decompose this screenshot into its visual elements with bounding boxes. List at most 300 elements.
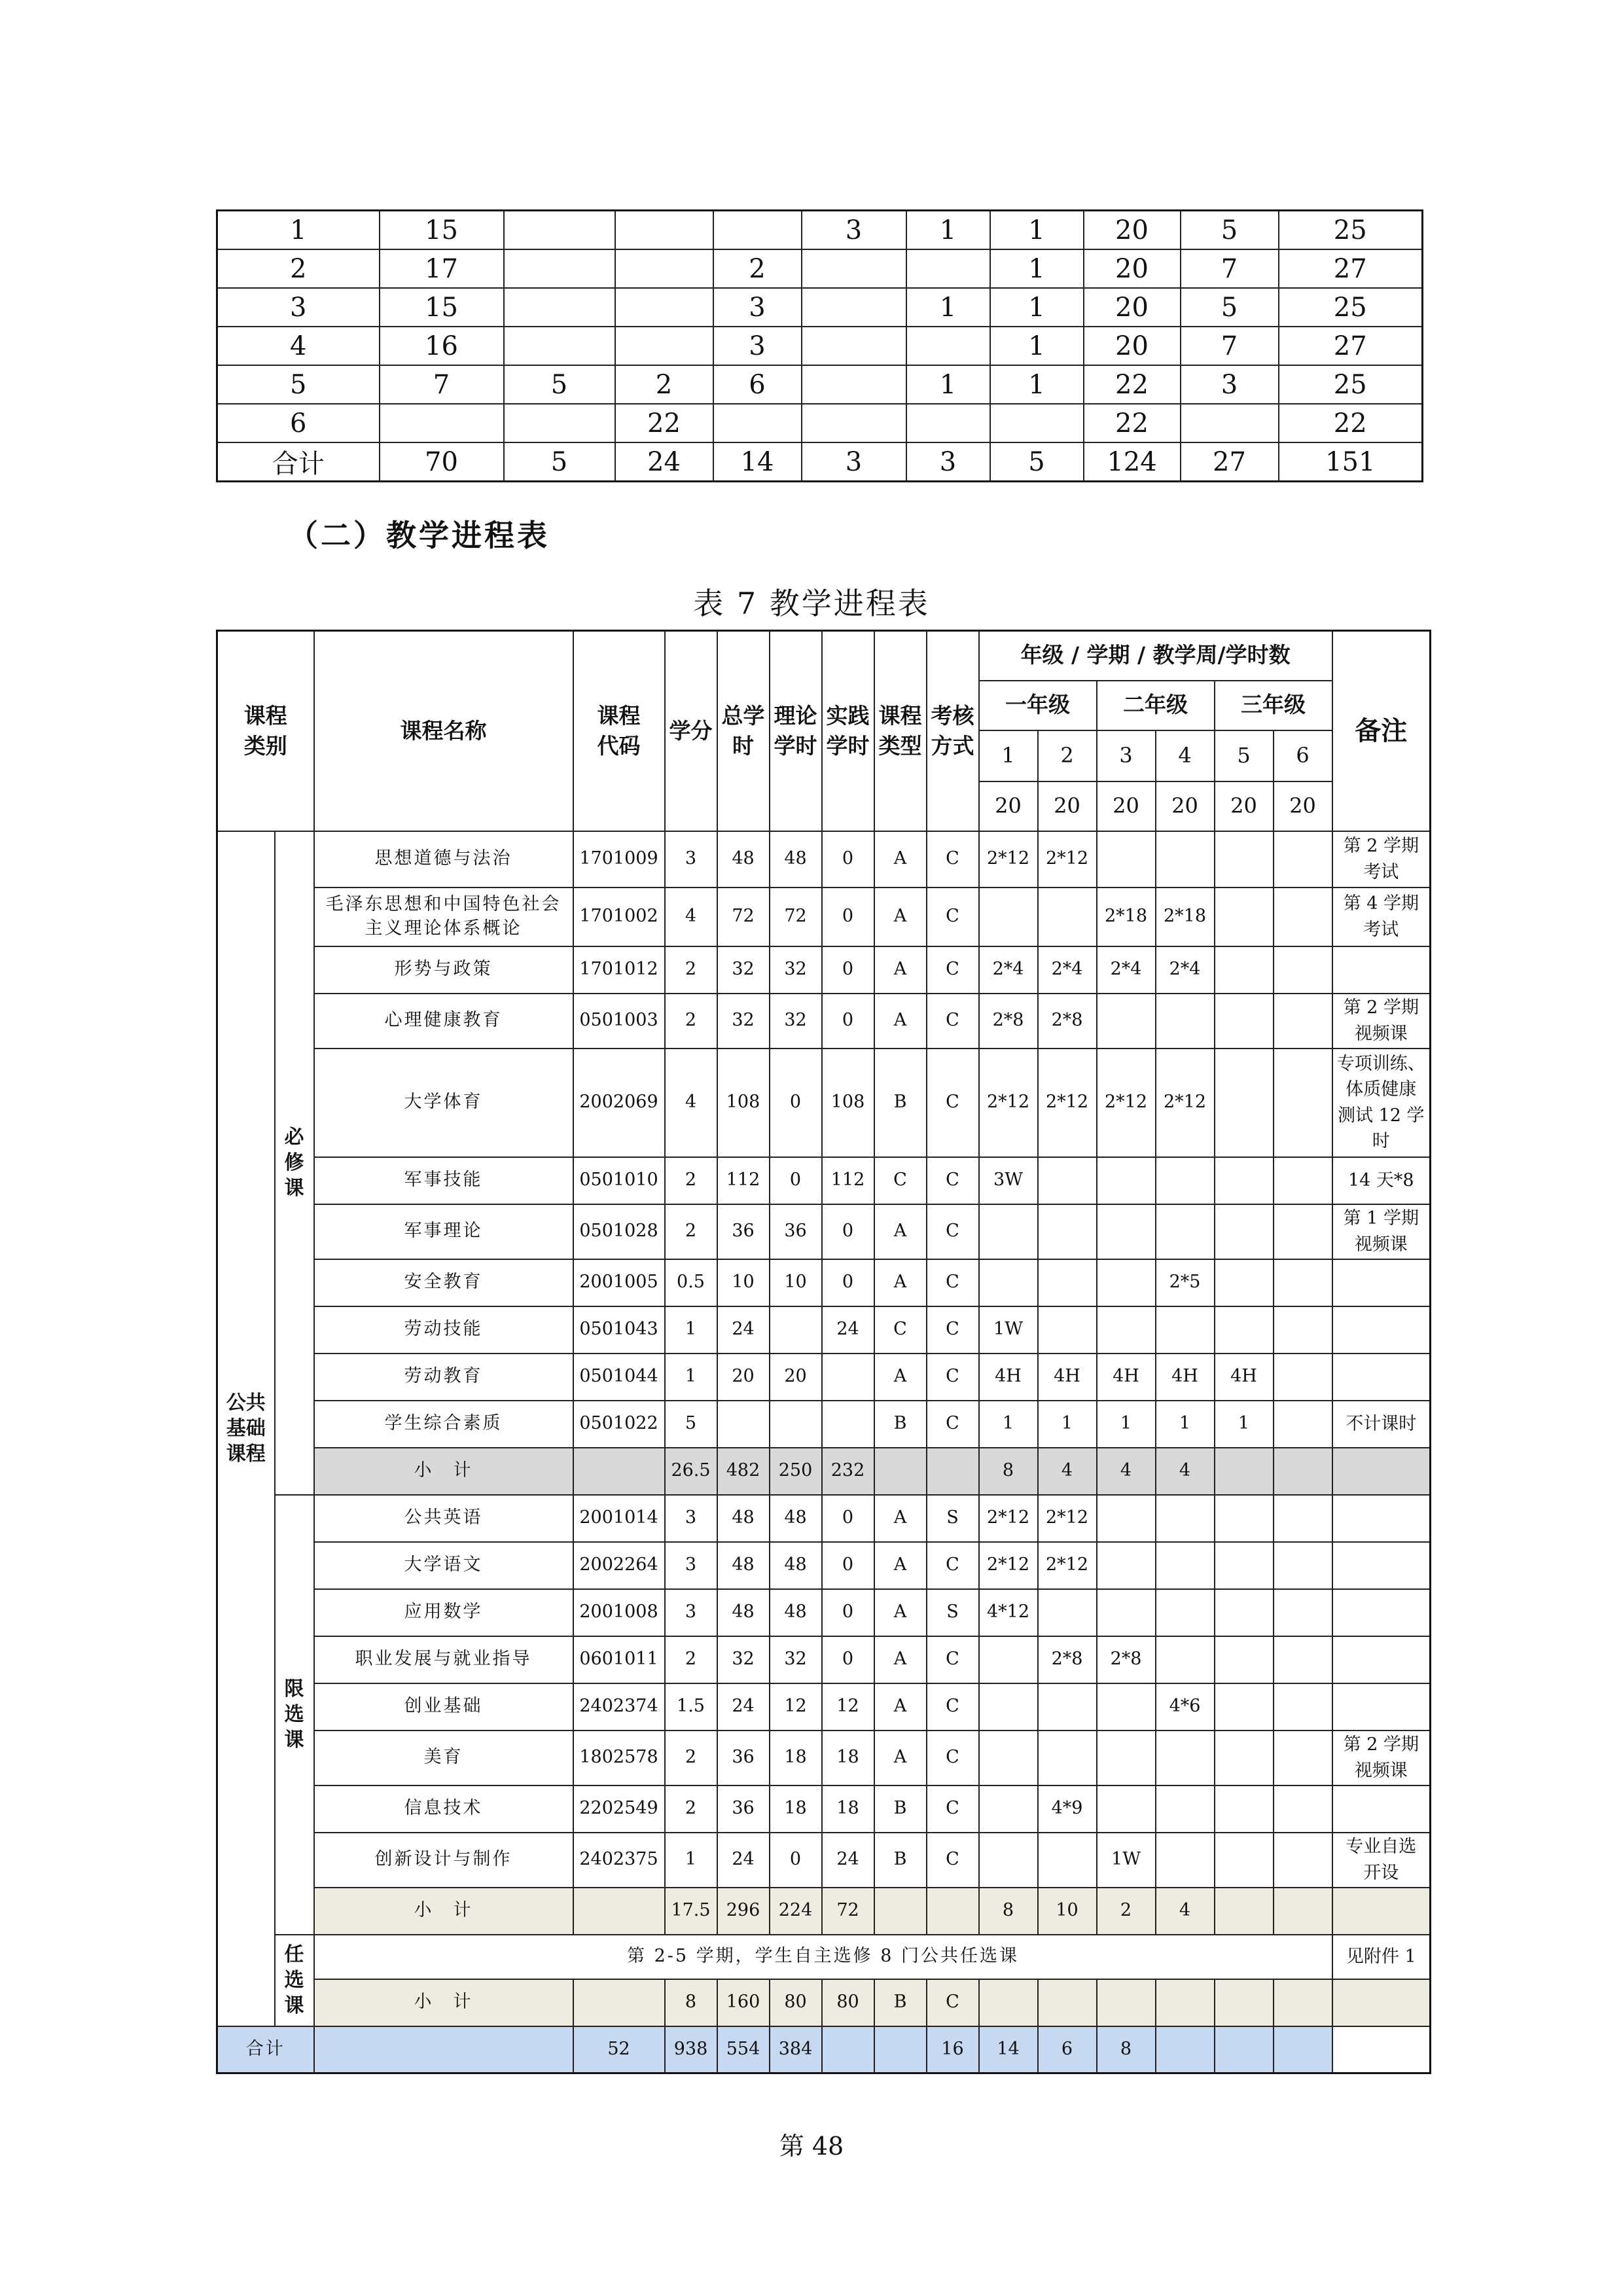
grand-total-code [314, 2026, 573, 2073]
subtotal-total: 296 [717, 1888, 770, 1935]
table-cell: 1 [990, 211, 1084, 250]
table-row [217, 831, 1431, 888]
course-credit: 5 [665, 1401, 717, 1448]
semester-hours: 2*8 [979, 994, 1038, 1049]
group-elective: 任 选 课 [275, 1935, 314, 2026]
course-practice: 0 [822, 1204, 874, 1259]
table-cell: 20 [1084, 211, 1181, 250]
course-type: A [874, 1354, 927, 1401]
semester-hours [1274, 831, 1332, 888]
table-cell: 5 [990, 442, 1084, 482]
grand-total-semester [1215, 2026, 1274, 2073]
table-cell: 6 [713, 365, 802, 404]
semester-hours: 1W [979, 1306, 1038, 1354]
course-theory: 18 [770, 1731, 822, 1785]
semester-hours [1215, 1731, 1274, 1785]
course-practice: 112 [822, 1157, 874, 1204]
table-cell: 3 [906, 442, 990, 482]
course-total: 112 [717, 1157, 770, 1204]
semester-hours: 3W [979, 1157, 1038, 1204]
header-remark: 备注 [1332, 631, 1431, 831]
grand-total-semester: 16 [927, 2026, 979, 2073]
course-practice: 0 [822, 1542, 874, 1589]
semester-hours [1215, 831, 1274, 888]
semester-hours [979, 1636, 1038, 1683]
semester-hours: 1W [1097, 1833, 1156, 1888]
table-row [217, 1935, 1431, 1979]
course-practice: 0 [822, 888, 874, 946]
semester-hours: 1 [1156, 1401, 1215, 1448]
course-total: 24 [717, 1683, 770, 1731]
course-code: 0501044 [573, 1354, 665, 1401]
course-code: 2001008 [573, 1589, 665, 1636]
course-exam: C [927, 831, 979, 888]
course-practice: 108 [822, 1049, 874, 1157]
header-exam-method: 考核 方式 [927, 631, 979, 831]
semester-hours [1215, 1833, 1274, 1888]
table-cell: 16 [380, 327, 504, 365]
course-practice: 0 [822, 831, 874, 888]
course-exam: S [927, 1589, 979, 1636]
grand-total-credit: 52 [573, 2026, 665, 2073]
course-type: A [874, 946, 927, 994]
course-theory: 48 [770, 1542, 822, 1589]
table-cell: 1 [906, 211, 990, 250]
table-row [217, 1785, 1431, 1833]
table-cell: 3 [802, 211, 906, 250]
semester-hours [1038, 1833, 1097, 1888]
course-exam: C [927, 888, 979, 946]
table-cell [615, 211, 713, 250]
course-theory: 0 [770, 1157, 822, 1204]
subtotal-row [217, 1979, 1431, 2026]
semester-hours [1215, 1636, 1274, 1683]
page-number: 第 48 [779, 2132, 844, 2161]
course-remark [1332, 1495, 1431, 1542]
course-theory: 20 [770, 1354, 822, 1401]
semester-hours [979, 1833, 1038, 1888]
table-cell: 7 [1181, 249, 1279, 288]
course-name: 职业发展与就业指导 [314, 1636, 573, 1683]
course-type: B [874, 1401, 927, 1448]
header-grade-2: 二年级 [1097, 681, 1215, 730]
course-name: 形势与政策 [314, 946, 573, 994]
semester-hours [1038, 1259, 1097, 1306]
course-type: A [874, 1683, 927, 1731]
semester-hours [1097, 1683, 1156, 1731]
table-cell: 5 [1181, 211, 1279, 250]
table-cell: 2 [615, 365, 713, 404]
table-cell: 22 [615, 404, 713, 442]
course-exam: C [927, 1049, 979, 1157]
course-remark [1332, 1259, 1431, 1306]
table-row [217, 994, 1431, 1049]
semester-hours: 2*12 [1097, 1049, 1156, 1157]
course-credit: 2 [665, 946, 717, 994]
course-theory: 10 [770, 1259, 822, 1306]
course-type: A [874, 1204, 927, 1259]
semester-hours [1156, 1204, 1215, 1259]
semester-hours: 2*12 [1038, 831, 1097, 888]
semester-hours: 2*5 [1156, 1259, 1215, 1306]
course-theory [770, 1401, 822, 1448]
subtotal-exam [927, 1448, 979, 1495]
course-credit: 1.5 [665, 1683, 717, 1731]
subtotal-credit: 8 [665, 1979, 717, 2026]
course-total: 20 [717, 1354, 770, 1401]
subtotal-semester [1215, 1448, 1274, 1495]
course-type: A [874, 1636, 927, 1683]
course-total: 32 [717, 1636, 770, 1683]
course-name: 美育 [314, 1731, 573, 1785]
header-weeks: 20 [1038, 781, 1097, 831]
subtotal-semester: 8 [979, 1448, 1038, 1495]
grand-total-total: 938 [665, 2026, 717, 2073]
table-row [217, 1306, 1431, 1354]
table-cell [1181, 404, 1279, 442]
course-remark [1332, 1683, 1431, 1731]
course-name: 创业基础 [314, 1683, 573, 1731]
course-total: 48 [717, 1542, 770, 1589]
table-row [217, 1833, 1431, 1888]
table-row [217, 1354, 1431, 1401]
course-exam: C [927, 1636, 979, 1683]
table-cell [504, 249, 615, 288]
course-credit: 3 [665, 1495, 717, 1542]
header-credit: 学分 [665, 631, 717, 831]
table-cell [802, 404, 906, 442]
table-row [217, 1495, 1431, 1542]
course-theory: 48 [770, 1589, 822, 1636]
semester-hours [1038, 1683, 1097, 1731]
course-total: 10 [717, 1259, 770, 1306]
subtotal-semester: 2 [1097, 1888, 1156, 1935]
course-name: 信息技术 [314, 1785, 573, 1833]
course-credit: 1 [665, 1833, 717, 1888]
course-practice: 18 [822, 1785, 874, 1833]
semester-hours [1097, 831, 1156, 888]
semester-hours: 4*9 [1038, 1785, 1097, 1833]
semester-hours [1038, 1589, 1097, 1636]
semester-hours [1274, 1259, 1332, 1306]
course-total: 48 [717, 1495, 770, 1542]
table-cell [504, 211, 615, 250]
semester-hours [1156, 1495, 1215, 1542]
table-cell: 25 [1279, 211, 1423, 250]
subtotal-remark [1332, 1448, 1431, 1495]
course-exam: C [927, 1354, 979, 1401]
semester-hours: 4*6 [1156, 1683, 1215, 1731]
subtotal-type: B [874, 1979, 927, 2026]
course-exam: C [927, 1259, 979, 1306]
table-row [217, 1157, 1431, 1204]
course-remark: 不计课时 [1332, 1401, 1431, 1448]
subtotal-label: 小 计 [314, 1888, 573, 1935]
course-remark: 第 2 学期 考试 [1332, 831, 1431, 888]
course-code: 2001014 [573, 1495, 665, 1542]
header-grade-3: 三年级 [1215, 681, 1332, 730]
semester-hours [1274, 1401, 1332, 1448]
course-code: 2402375 [573, 1833, 665, 1888]
table-cell [802, 249, 906, 288]
course-type: B [874, 1833, 927, 1888]
semester-hours [1215, 1049, 1274, 1157]
course-type: C [874, 1157, 927, 1204]
course-name: 学生综合素质 [314, 1401, 573, 1448]
subtotal-exam [927, 1888, 979, 1935]
subtotal-remark [1332, 1888, 1431, 1935]
table-cell: 1 [990, 249, 1084, 288]
table-caption: 表 7 教学进程表 [693, 586, 930, 621]
subtotal-semester [1274, 1448, 1332, 1495]
grand-total-remark [1274, 2026, 1332, 2073]
table-row [217, 1683, 1431, 1731]
semester-hours [1038, 888, 1097, 946]
course-remark [1332, 946, 1431, 994]
subtotal-remark [1332, 1979, 1431, 2026]
subtotal-semester [1215, 1979, 1274, 2026]
table-cell: 22 [1084, 404, 1181, 442]
header-weeks: 20 [1215, 781, 1274, 831]
semester-hours [1097, 1731, 1156, 1785]
subtotal-semester [1156, 1979, 1215, 2026]
semester-hours [979, 1204, 1038, 1259]
table-row [217, 288, 1423, 327]
category-public-basic: 公共 基础 课程 [217, 831, 275, 2026]
course-practice: 12 [822, 1683, 874, 1731]
table-cell: 2 [217, 249, 380, 288]
subtotal-semester: 4 [1097, 1448, 1156, 1495]
table-cell [906, 249, 990, 288]
semester-hours [1274, 946, 1332, 994]
subtotal-label: 小 计 [314, 1979, 573, 2026]
table-cell: 5 [217, 365, 380, 404]
semester-hours [1156, 1833, 1215, 1888]
course-code: 1701002 [573, 888, 665, 946]
table-cell: 25 [1279, 288, 1423, 327]
semester-hours [1156, 1636, 1215, 1683]
semester-hours [1215, 888, 1274, 946]
table-cell: 20 [1084, 327, 1181, 365]
course-credit: 2 [665, 1731, 717, 1785]
header-grade-1: 一年级 [979, 681, 1097, 730]
course-name: 大学体育 [314, 1049, 573, 1157]
semester-hours [1097, 1204, 1156, 1259]
table-row [217, 1401, 1431, 1448]
table-cell: 15 [380, 288, 504, 327]
subtotal-practice: 80 [822, 1979, 874, 2026]
semester-hours [1215, 1495, 1274, 1542]
course-practice: 24 [822, 1306, 874, 1354]
semester-hours [1097, 1306, 1156, 1354]
course-theory: 12 [770, 1683, 822, 1731]
semester-hours [1097, 1589, 1156, 1636]
table-row [217, 1731, 1431, 1785]
course-credit: 1 [665, 1306, 717, 1354]
header-semester: 1 [979, 730, 1038, 781]
subtotal-row [217, 1888, 1431, 1935]
semester-hours [1038, 1157, 1097, 1204]
course-code: 2001005 [573, 1259, 665, 1306]
header-semester: 2 [1038, 730, 1097, 781]
table-cell: 1 [906, 365, 990, 404]
table-cell: 3 [802, 442, 906, 482]
semester-hours: 2*4 [1038, 946, 1097, 994]
header-semester: 3 [1097, 730, 1156, 781]
table-cell: 1 [990, 288, 1084, 327]
semester-hours: 2*4 [979, 946, 1038, 994]
course-practice [822, 1401, 874, 1448]
course-total: 36 [717, 1731, 770, 1785]
semester-hours [1215, 994, 1274, 1049]
course-name: 思想道德与法治 [314, 831, 573, 888]
semester-hours [1215, 1683, 1274, 1731]
course-type: A [874, 1259, 927, 1306]
semester-hours [1097, 1157, 1156, 1204]
course-name: 大学语文 [314, 1542, 573, 1589]
course-total: 32 [717, 994, 770, 1049]
course-remark: 专业自选 开设 [1332, 1833, 1431, 1888]
course-code: 2002264 [573, 1542, 665, 1589]
course-total: 48 [717, 831, 770, 888]
table-cell: 6 [217, 404, 380, 442]
table-cell: 1 [990, 327, 1084, 365]
grand-total-semester: 8 [1097, 2026, 1156, 2073]
table-row [217, 327, 1423, 365]
semester-hours: 1 [1097, 1401, 1156, 1448]
semester-hours [1097, 1785, 1156, 1833]
course-exam: C [927, 1157, 979, 1204]
subtotal-semester: 10 [1038, 1888, 1097, 1935]
course-theory: 72 [770, 888, 822, 946]
course-exam: C [927, 1731, 979, 1785]
semester-hours [1156, 1306, 1215, 1354]
subtotal-semester [1097, 1979, 1156, 2026]
course-credit: 4 [665, 1049, 717, 1157]
semester-hours [1274, 1683, 1332, 1731]
semester-hours [1097, 1495, 1156, 1542]
subtotal-semester [1215, 1888, 1274, 1935]
table-cell [504, 327, 615, 365]
subtotal-semester: 4 [1156, 1888, 1215, 1935]
semester-hours [1274, 1542, 1332, 1589]
subtotal-semester [1274, 1979, 1332, 2026]
subtotal-total: 482 [717, 1448, 770, 1495]
course-credit: 3 [665, 1542, 717, 1589]
subtotal-type [874, 1448, 927, 1495]
course-total: 72 [717, 888, 770, 946]
table-cell [906, 327, 990, 365]
table-cell: 3 [1181, 365, 1279, 404]
semester-hours [1097, 994, 1156, 1049]
table-cell [713, 404, 802, 442]
table-row [217, 946, 1431, 994]
grand-total-type [822, 2026, 874, 2073]
course-credit: 1 [665, 1354, 717, 1401]
course-code: 0501010 [573, 1157, 665, 1204]
subtotal-total: 160 [717, 1979, 770, 2026]
course-credit: 2 [665, 994, 717, 1049]
table-cell: 3 [713, 288, 802, 327]
grand-total-practice: 384 [770, 2026, 822, 2073]
course-type: A [874, 1589, 927, 1636]
table-cell [615, 288, 713, 327]
grand-total-semester [1156, 2026, 1215, 2073]
header-category: 课程 类别 [217, 631, 314, 831]
elective-description: 第 2-5 学期，学生自主选修 8 门公共任选课 [314, 1935, 1332, 1979]
course-type: A [874, 888, 927, 946]
table-cell: 27 [1279, 249, 1423, 288]
semester-hours: 1 [1215, 1401, 1274, 1448]
semester-hours: 2*12 [1156, 1049, 1215, 1157]
subtotal-semester: 4 [1038, 1448, 1097, 1495]
course-credit: 2 [665, 1204, 717, 1259]
group-required: 必 修 课 [275, 831, 314, 1495]
table-cell: 24 [615, 442, 713, 482]
course-code: 1701009 [573, 831, 665, 888]
course-practice: 0 [822, 994, 874, 1049]
subtotal-semester [1038, 1979, 1097, 2026]
table-row [217, 249, 1423, 288]
semester-hours: 2*4 [1097, 946, 1156, 994]
semester-hours: 2*12 [1038, 1495, 1097, 1542]
semester-hours: 4H [1097, 1354, 1156, 1401]
table-cell: 7 [1181, 327, 1279, 365]
subtotal-semester: 8 [979, 1888, 1038, 1935]
course-code: 0501022 [573, 1401, 665, 1448]
subtotal-exam: C [927, 1979, 979, 2026]
course-practice: 0 [822, 1259, 874, 1306]
course-theory: 48 [770, 1495, 822, 1542]
course-exam: C [927, 994, 979, 1049]
table-cell: 1 [217, 211, 380, 250]
course-type: A [874, 1495, 927, 1542]
course-theory: 0 [770, 1833, 822, 1888]
semester-hours [1274, 994, 1332, 1049]
table-cell: 20 [1084, 249, 1181, 288]
semester-hours: 4H [1215, 1354, 1274, 1401]
subtotal-semester [979, 1979, 1038, 2026]
table-cell: 1 [990, 365, 1084, 404]
course-theory [770, 1306, 822, 1354]
semester-hours: 2*18 [1156, 888, 1215, 946]
semester-hours [1097, 1542, 1156, 1589]
course-type: C [874, 1306, 927, 1354]
table-cell: 2 [713, 249, 802, 288]
course-remark [1332, 1306, 1431, 1354]
course-exam: C [927, 1785, 979, 1833]
semester-hours [979, 1683, 1038, 1731]
course-remark [1332, 1785, 1431, 1833]
semester-hours [1097, 1259, 1156, 1306]
table-row [217, 1589, 1431, 1636]
semester-hours [1156, 1731, 1215, 1785]
elective-remark: 见附件 1 [1332, 1935, 1431, 1979]
semester-hours: 2*12 [979, 1049, 1038, 1157]
course-theory: 32 [770, 1636, 822, 1683]
table-cell: 3 [713, 327, 802, 365]
table-cell [802, 288, 906, 327]
subtotal-theory: 250 [770, 1448, 822, 1495]
course-total: 32 [717, 946, 770, 994]
header-semester: 4 [1156, 730, 1215, 781]
semester-hours [1215, 946, 1274, 994]
section-heading: （二）教学进程表 [288, 518, 550, 553]
course-type: A [874, 994, 927, 1049]
header-grade-group: 年级 / 学期 / 教学周/学时数 [979, 631, 1332, 681]
semester-hours: 1 [1038, 1401, 1097, 1448]
semester-hours [1274, 1049, 1332, 1157]
